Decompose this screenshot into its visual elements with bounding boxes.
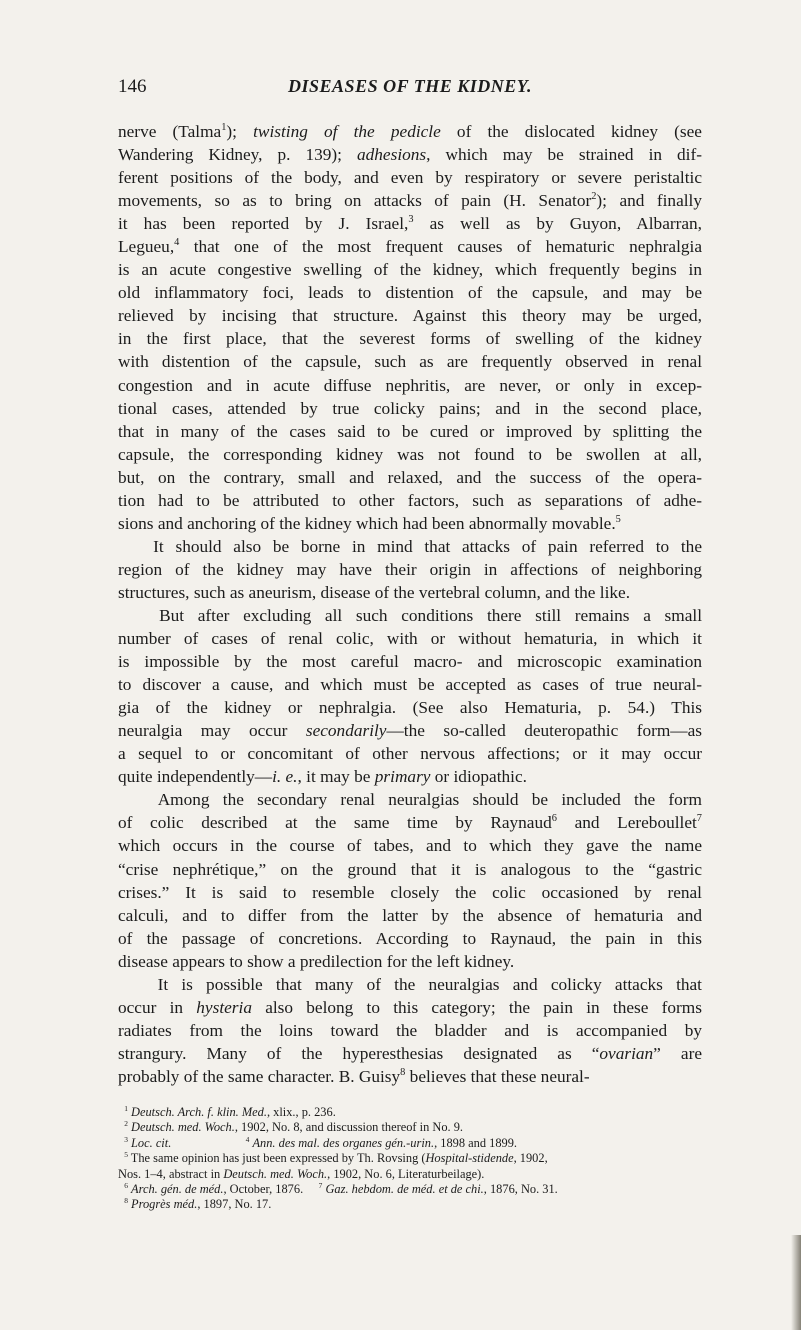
text-line: Among the secondary renal neuralgias should be included the form xyxy=(118,790,702,810)
footnote-line: $^8$ Progrès méd., 1897, No. 17. xyxy=(124,1196,272,1212)
text-line: which occurs in the course of tabes, and to which they gave the name xyxy=(118,836,702,856)
running-title: DISEASES OF THE KIDNEY. xyxy=(288,76,532,96)
text-line: but, on the contrary, small and relaxed, and the success of the opera- xyxy=(118,467,702,487)
text-line: capsule, the corresponding kidney was not found to be swollen at all, xyxy=(118,444,702,464)
text-line: number of cases of renal colic, with or without hematuria, in which it xyxy=(118,629,702,649)
text-line: quite independently—i. e., it may be primary or idiopathic. xyxy=(118,767,527,787)
text-line: movements, so as to bring on attacks of pain (H. Senator$^2$); and finally xyxy=(118,191,702,211)
body-text xyxy=(118,120,702,1088)
text-line: congestion and in acute diffuse nephritis, are never, or only in excep- xyxy=(118,375,702,395)
text-line: crises.” It is said to resemble closely the colic occasioned by renal xyxy=(118,882,702,902)
footnote-line: $^3$ Loc. cit. $^4$ Ann. des mal. des organes gén.-urin., 1898 and 1899. xyxy=(124,1134,518,1150)
text-line: structures, such as aneurism, disease of the vertebral column, and the like. xyxy=(118,582,631,602)
footnote-line: $^2$ Deutsch. med. Woch., 1902, No. 8, and discussion thereof in No. 9. xyxy=(124,1119,464,1135)
text-line: gia of the kidney or nephralgia. (See also Hematuria, p. 54.) This xyxy=(118,698,702,718)
text-line: It is possible that many of the neuralgias and colicky attacks that xyxy=(118,974,702,994)
text-line: probably of the same character. B. Guisy$^8$ believes that these neural- xyxy=(118,1066,590,1086)
text-line: that in many of the cases said to be cured or improved by splitting the xyxy=(118,421,702,441)
text-line: But after excluding all such conditions there still remains a small xyxy=(118,605,702,625)
page-edge-shadow xyxy=(791,1235,801,1330)
text-line: radiates from the loins toward the bladder and is accompanied by xyxy=(118,1020,702,1040)
text-line: occur in hysteria also belong to this category; the pain in these forms xyxy=(118,997,702,1017)
footnote-line: $^1$ Deutsch. Arch. f. klin. Med., xlix., p. 236. xyxy=(124,1103,336,1119)
text-line: tion had to be attributed to other factors, such as separations of adhe- xyxy=(118,490,702,510)
footnote-line: $^6$ Arch. gén. de méd., October, 1876. $^7$ Gaz. hebdom. de méd. et de chi., 1876, No. 31. xyxy=(124,1180,558,1197)
text-line: sions and anchoring of the kidney which had been abnormally movable.$^5$ xyxy=(118,513,621,533)
text-line: “crise nephrétique,” on the ground that it is analogous to the “gastric xyxy=(118,859,702,879)
text-line: calculi, and to differ from the latter by the absence of hematuria and xyxy=(118,905,702,925)
text-line: to discover a cause, and which must be accepted as cases of true neural- xyxy=(118,675,702,695)
text-line: in the first place, that the severest forms of swelling of the kidney xyxy=(118,329,702,349)
text-line: a sequel to or concomitant of other nervous affections; or it may occur xyxy=(118,744,702,764)
footnote-line: $^5$ The same opinion has just been expressed by Th. Rovsing (Hospital-stidende, 1902, xyxy=(124,1150,548,1166)
footnotes xyxy=(118,1105,702,1213)
text-line: region of the kidney may have their origin in affections of neighboring xyxy=(118,559,702,579)
text-line: Wandering Kidney, p. 139); adhesions, which may be strained in dif- xyxy=(118,145,702,165)
page-header xyxy=(118,76,702,100)
text-line: old inflammatory foci, leads to distention of the capsule, and may be xyxy=(118,283,702,303)
text-line: relieved by incising that structure. Against this theory may be urged, xyxy=(118,306,702,326)
text-line: nerve (Talma$^1$); twisting of the pedicle of the dislocated kidney (see xyxy=(118,122,702,141)
text-line: strangury. Many of the hyperesthesias designated as “ovarian” are xyxy=(118,1043,702,1063)
text-line: disease appears to show a predilection for the left kidney. xyxy=(118,951,515,971)
text-line: is impossible by the most careful macro- and microscopic examination xyxy=(118,652,702,672)
text-line: Legueu,$^4$ that one of the most frequent causes of hematuric nephralgia xyxy=(118,237,702,257)
text-line: neuralgia may occur secondarily—the so-called deuteropathic form—as xyxy=(118,721,702,741)
page-number: 146 xyxy=(118,76,147,97)
text-line: of the passage of concretions. According to Raynaud, the pain in this xyxy=(118,928,702,948)
text-line: is an acute congestive swelling of the kidney, which frequently begins in xyxy=(118,260,702,280)
text-line: tional cases, attended by true colicky pains; and in the second place, xyxy=(118,398,702,418)
text-line: of colic described at the same time by Raynaud$^6$ and Lereboullet$^7$ xyxy=(118,813,702,833)
text-line: it has been reported by J. Israel,$^3$ as well as by Guyon, Albarran, xyxy=(118,214,703,234)
text-line: with distention of the capsule, such as are frequently observed in renal xyxy=(118,352,702,372)
footnote-line: Nos. 1–4, abstract in Deutsch. med. Woch., 1902, No. 6, Literaturbeilage). xyxy=(118,1166,485,1181)
text-line: It should also be borne in mind that attacks of pain referred to the xyxy=(118,536,702,556)
text-line: ferent positions of the body, and even by respiratory or severe peristaltic xyxy=(118,168,702,188)
